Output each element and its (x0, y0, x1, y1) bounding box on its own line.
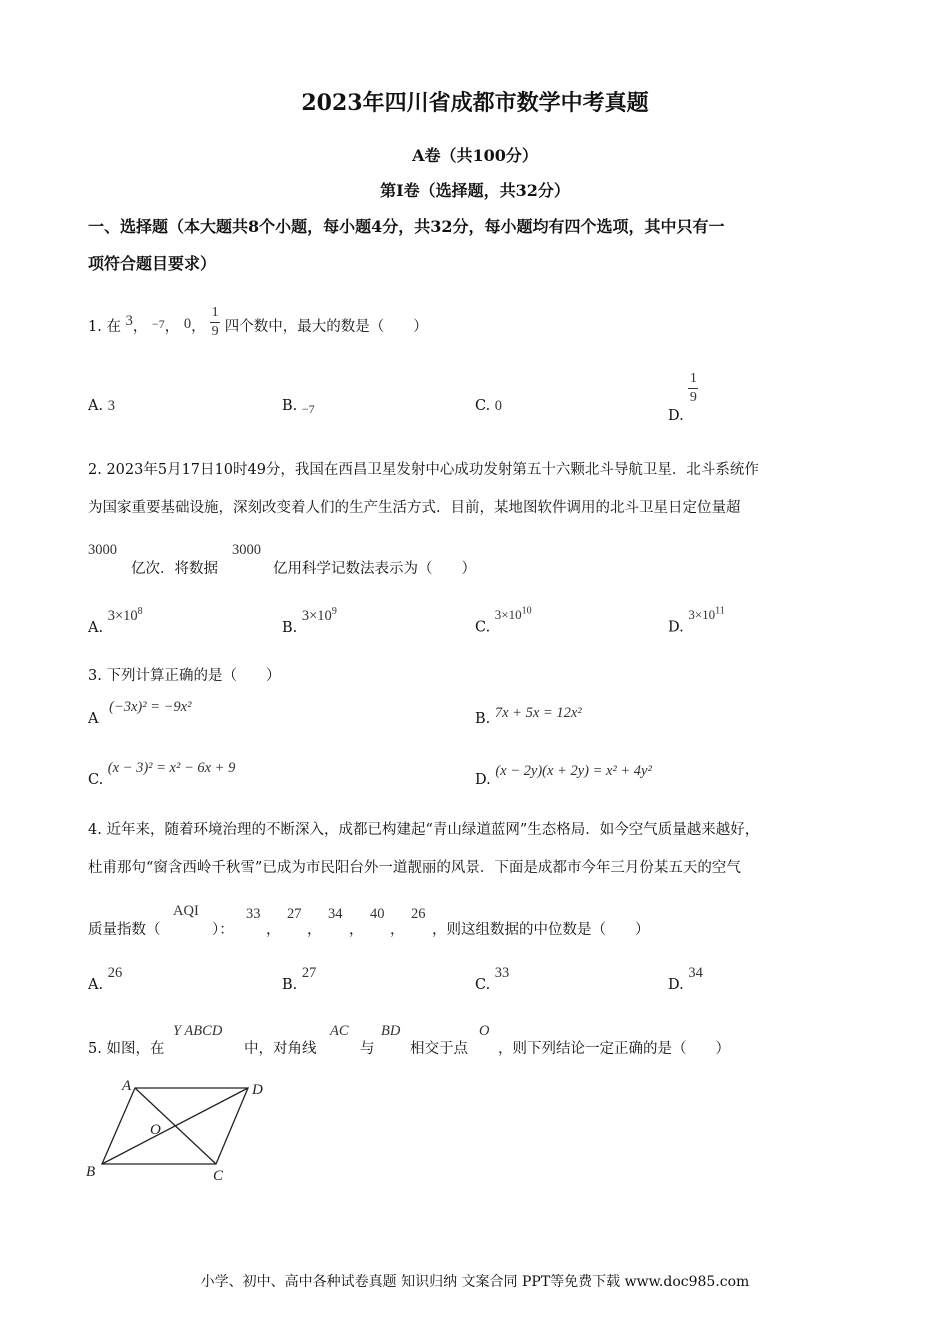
q4-value-3: 34 (328, 906, 343, 922)
q5-parallelogram-label: Y ABCD (173, 1023, 223, 1039)
q1-fraction-denominator: 9 (211, 324, 219, 339)
q5-text-2: 中，对角线 (244, 1041, 317, 1057)
q1-fraction-numerator: 1 (211, 305, 219, 320)
q1-option-a[interactable]: A. 3 (88, 398, 115, 414)
q4-option-c[interactable]: C. 33 (475, 965, 510, 993)
q5-text-3: 与 (360, 1041, 375, 1057)
q4-text-2: ）： (212, 922, 234, 938)
q2-option-c[interactable]: C. $3\times 10^{10}$ (475, 606, 532, 636)
juan-1-heading: 第I卷（选择题，共32分） (380, 181, 570, 200)
q4-line-2: 杜甫那句“窗含西岭千秋雪”已成为市民阳台外一道靓丽的风景．下面是成都市今年三月份某五天的空气 (88, 860, 741, 876)
q1-suffix: 四个数中，最大的数是（ ） (224, 319, 428, 335)
q1-option-c[interactable]: C. 0 (475, 398, 503, 414)
q5-text-4: 相交于点 (410, 1041, 468, 1057)
q4-sep: ， (390, 922, 405, 938)
q1-sep: ， (191, 319, 206, 335)
footer-text: 小学、初中、高中各种试卷真题 知识归纳 文案合同 PPT等免费下载 www.doc985.com (200, 1274, 750, 1290)
q1-option-d-fraction: $\frac{1}{9}$ (689, 371, 697, 405)
q1-number-3: 0 (183, 316, 192, 332)
q2-option-b[interactable]: B. $3\times 10^9$ (282, 606, 337, 636)
q4-text-3: ，则这组数据的中位数是（ ） (432, 922, 650, 938)
q4-option-a[interactable]: A. 26 (88, 965, 123, 993)
q4-sep: ， (349, 922, 364, 938)
q2-line-2: 为国家重要基础设施，深刻改变着人们的生产生活方式．目前，某地图软件调用的北斗卫星日定位量超 (88, 500, 741, 516)
q4-value-5: 26 (411, 906, 426, 922)
a-juan-heading: A卷（共100分） (412, 146, 538, 165)
q4-option-b[interactable]: B. 27 (282, 965, 317, 993)
q1-fraction (210, 305, 220, 340)
section-heading-line2: 项符合题目要求） (88, 254, 217, 273)
q3-option-a[interactable]: A (−3x)² = −9x² (88, 699, 192, 727)
q1-sep: ， (132, 319, 148, 335)
q2-option-a[interactable]: A. $3\times 10^8$ (88, 606, 143, 636)
q2-line-1: 2. 2023年5月17日10时49分，我国在西昌卫星发射中心成功发射第五十六颗北斗导航卫星．北斗系统作 (88, 462, 759, 478)
q1-option-d[interactable]: D. $\frac{1}{9}$ (668, 371, 697, 424)
q2-option-d[interactable]: D. $3\times 10^{11}$ (668, 606, 725, 636)
q2-number-2: 3000 (232, 542, 261, 558)
vertex-d-label: D (252, 1082, 263, 1098)
q4-value-4: 40 (370, 906, 385, 922)
diagonal-bd (102, 1088, 248, 1164)
section-heading-line1: 一、选择题（本大题共8个小题，每小题4分，共32分，每小题均有四个选项，其中只有一 (88, 217, 725, 236)
q4-option-d[interactable]: D. 34 (668, 965, 703, 993)
q1-prefix: 1. 在 (88, 319, 121, 335)
vertex-c-label: C (213, 1168, 224, 1184)
q3-option-b[interactable]: B. 7x + 5x = 12x² (475, 705, 582, 727)
q4-sep: ， (307, 922, 322, 938)
q3-option-d[interactable]: D. (x − 2y)(x + 2y) = x² + 4y² (475, 763, 652, 788)
q2-text-1: 亿次．将数据 (131, 561, 218, 577)
q4-text-1: 质量指数（ (88, 922, 161, 938)
q1-sep: ， (164, 319, 180, 335)
q3-option-c[interactable]: C. (x − 3)² = x² − 6x + 9 (88, 760, 236, 788)
q1-option-b[interactable]: B. $_{-7}$ (282, 398, 315, 416)
q3-stem: 3. 下列计算正确的是（ ） (88, 668, 281, 684)
q5-text-1: 5. 如图，在 (88, 1041, 165, 1057)
question-1 (88, 305, 428, 340)
q5-o: O (479, 1023, 490, 1039)
center-o-label: O (150, 1122, 161, 1138)
q2-number-1: 3000 (88, 542, 117, 558)
page-title: 2023年四川省成都市数学中考真题 (301, 90, 649, 116)
q4-aqi: AQI (173, 903, 199, 919)
q5-bd: BD (381, 1023, 401, 1039)
vertex-b-label: B (86, 1164, 96, 1180)
q4-value-2: 27 (287, 906, 302, 922)
q4-sep: ， (266, 922, 281, 938)
q1-number-2: −7 (151, 317, 165, 331)
parallelogram-figure (80, 1072, 280, 1187)
q5-ac: AC (330, 1023, 349, 1039)
q1-number-1: 3 (125, 313, 133, 329)
vertex-a-label: A (122, 1078, 132, 1094)
q4-line-1: 4. 近年来，随着环境治理的不断深入，成都已构建起“青山绿道蓝网”生态格局．如今空气质量越来越好， (88, 822, 760, 838)
q4-value-1: 33 (246, 906, 261, 922)
q2-text-2: 亿用科学记数法表示为（ ） (273, 561, 476, 577)
q5-text-5: ，则下列结论一定正确的是（ ） (498, 1041, 730, 1057)
